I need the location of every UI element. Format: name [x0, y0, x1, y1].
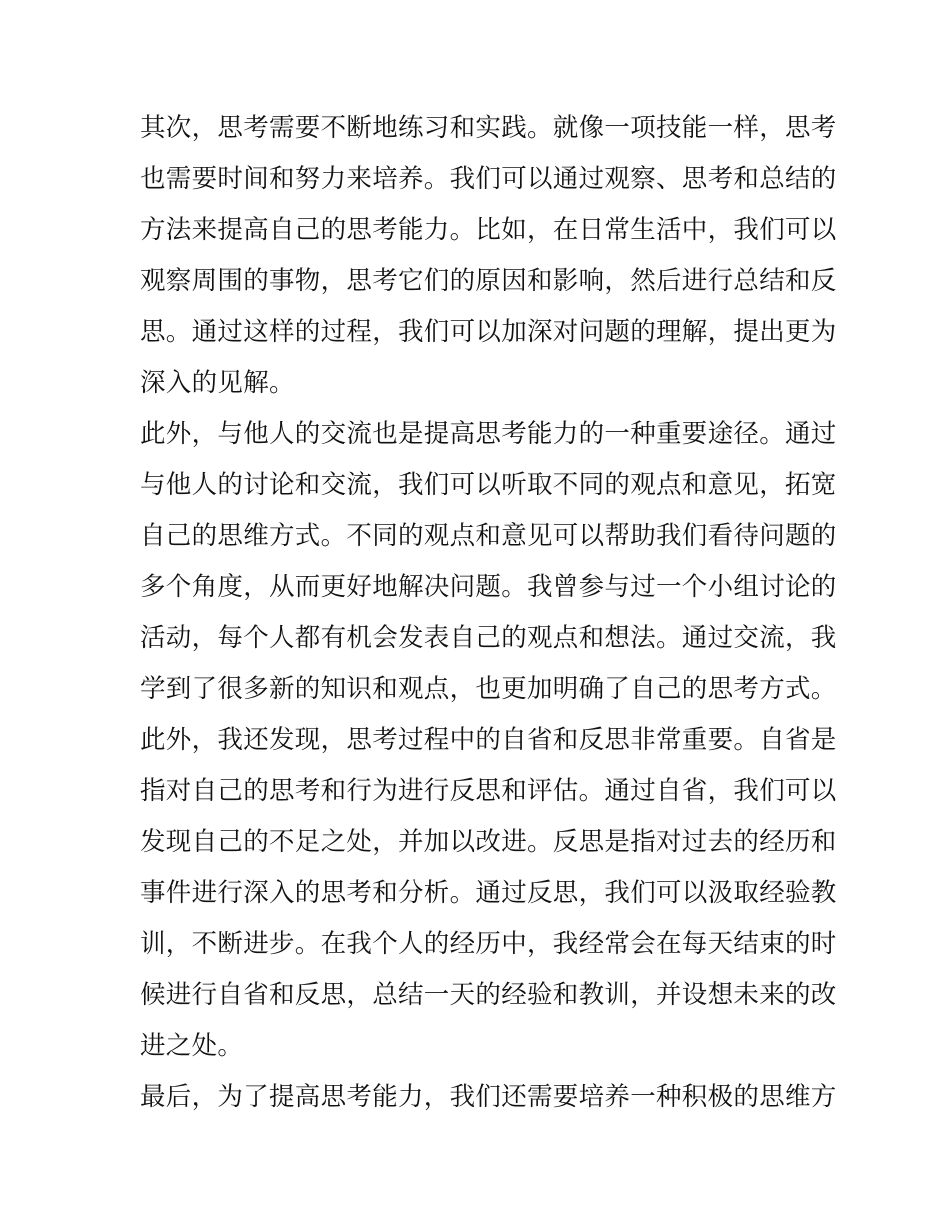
text-line: 此外，我还发现，思考过程中的自省和反思非常重要。自省是	[140, 725, 837, 755]
text-line: 深入的见解。	[140, 368, 295, 398]
text-line: 其次，思考需要不断地练习和实践。就像一项技能一样，思考	[140, 113, 837, 143]
text-line: 学到了很多新的知识和观点，也更加明确了自己的思考方式。	[140, 674, 837, 704]
text-line: 多个角度，从而更好地解决问题。我曾参与过一个小组讨论的	[140, 572, 837, 602]
text-line: 活动，每个人都有机会发表自己的观点和想法。通过交流，我	[140, 623, 837, 653]
text-line: 此外，与他人的交流也是提高思考能力的一种重要途径。通过	[140, 419, 837, 449]
text-line: 方法来提高自己的思考能力。比如，在日常生活中，我们可以	[140, 215, 837, 245]
text-line: 发现自己的不足之处，并加以改进。反思是指对过去的经历和	[140, 827, 837, 857]
text-line: 训，不断进步。在我个人的经历中，我经常会在每天结束的时	[140, 929, 837, 959]
text-line: 指对自己的思考和行为进行反思和评估。通过自省，我们可以	[140, 776, 837, 806]
text-line: 自己的思维方式。不同的观点和意见可以帮助我们看待问题的	[140, 521, 837, 551]
text-line: 事件进行深入的思考和分析。通过反思，我们可以汲取经验教	[140, 878, 837, 908]
body-text	[140, 103, 837, 1123]
text-line: 与他人的讨论和交流，我们可以听取不同的观点和意见，拓宽	[140, 470, 837, 500]
text-line: 最后，为了提高思考能力，我们还需要培养一种积极的思维方	[140, 1082, 837, 1112]
text-line: 观察周围的事物，思考它们的原因和影响，然后进行总结和反	[140, 266, 837, 296]
text-line: 也需要时间和努力来培养。我们可以通过观察、思考和总结的	[140, 164, 837, 194]
text-line: 思。通过这样的过程，我们可以加深对问题的理解，提出更为	[140, 317, 837, 347]
text-line: 进之处。	[140, 1031, 244, 1061]
text-line: 候进行自省和反思，总结一天的经验和教训，并设想未来的改	[140, 980, 837, 1010]
